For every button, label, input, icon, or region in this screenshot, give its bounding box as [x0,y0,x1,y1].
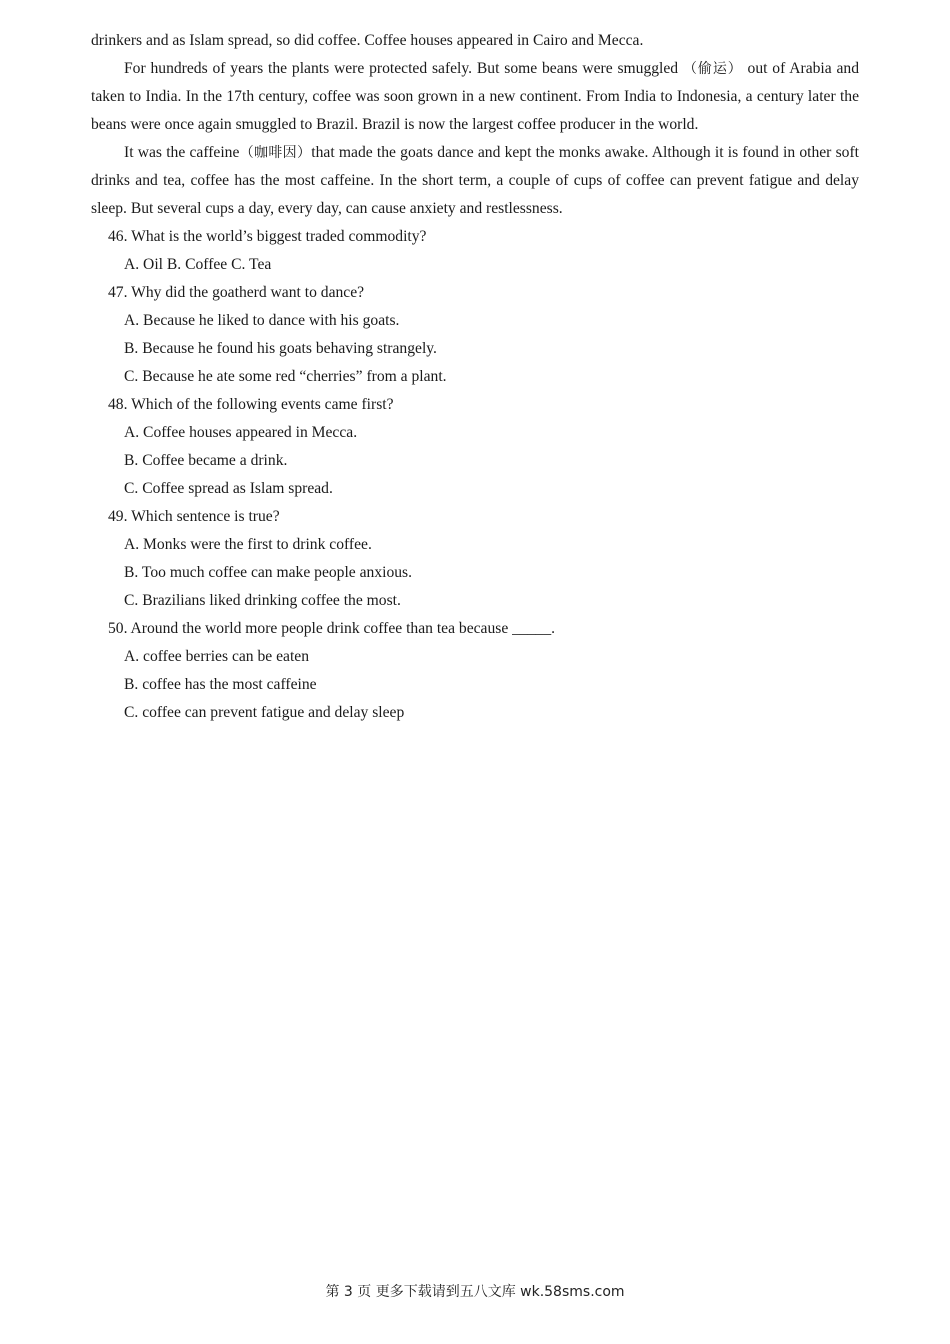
paragraph-3-gloss: （咖啡因） [239,145,312,161]
option-a: A. Coffee houses appeared in Mecca. [124,424,358,441]
option-a: A. Monks were the first to drink coffee. [124,536,372,553]
option-b: B. Too much coffee can make people anxious. [124,564,413,581]
question-46 [91,223,859,279]
option-c: C. Coffee spread as Islam spread. [124,480,333,497]
option-b: B. Coffee became a drink. [124,452,288,469]
question-stem: 48. Which of the following events came first? [108,396,394,413]
question-47 [91,279,859,391]
question-49 [91,503,859,615]
document-page [91,27,859,727]
paragraph-3-text-a: It was the caffeine [124,144,240,161]
passage-paragraph-2 [91,55,859,139]
option-a: A. Because he liked to dance with his goats. [124,312,400,329]
question-stem: 49. Which sentence is true? [108,508,280,525]
option-c: C. Because he ate some red “cherries” from a plant. [124,368,447,385]
question-50 [91,615,859,727]
option-a: A. coffee berries can be eaten [124,648,309,665]
passage-paragraph-1: drinkers and as Islam spread, so did coffee. Coffee houses appeared in Cairo and Mecca. [91,32,644,49]
option-c: C. coffee can prevent fatigue and delay sleep [124,704,405,721]
question-stem: 46. What is the world’s biggest traded commodity? [108,228,427,245]
paragraph-2-text-b: out of Arabia and taken to India. In the 17th century, coffee was soon grown in a new continent. From India to Indonesia, a century later the beans were once again smuggled to Brazil. Brazil is now the largest coffee producer in the world. [91,60,860,133]
question-options: A. Oil B. Coffee C. Tea [124,256,272,273]
option-b: B. Because he found his goats behaving strangely. [124,340,437,357]
paragraph-2-text-a: For hundreds of years the plants were protected safely. But some beans were smuggled [124,60,679,77]
option-c: C. Brazilians liked drinking coffee the most. [124,592,401,609]
question-stem: 50. Around the world more people drink coffee than tea because _____. [108,620,556,637]
question-48 [91,391,859,503]
question-stem: 47. Why did the goatherd want to dance? [108,284,365,301]
paragraph-2-gloss: （偷运） [682,61,743,77]
page-footer: 第 3 页 更多下载请到五八文库 wk.58sms.com [325,1284,625,1300]
option-b: B. coffee has the most caffeine [124,676,317,693]
paragraph-3-text-b: that made the goats dance and kept the monks awake. Although it is found in other soft drinks and tea, coffee has the most caffeine. In the short term, a couple of cups of coffee can prevent fatigue and delay sleep. But several cups a day, every day, can cause anxiety and restlessness. [91,144,859,217]
passage-paragraph-3 [91,139,859,223]
